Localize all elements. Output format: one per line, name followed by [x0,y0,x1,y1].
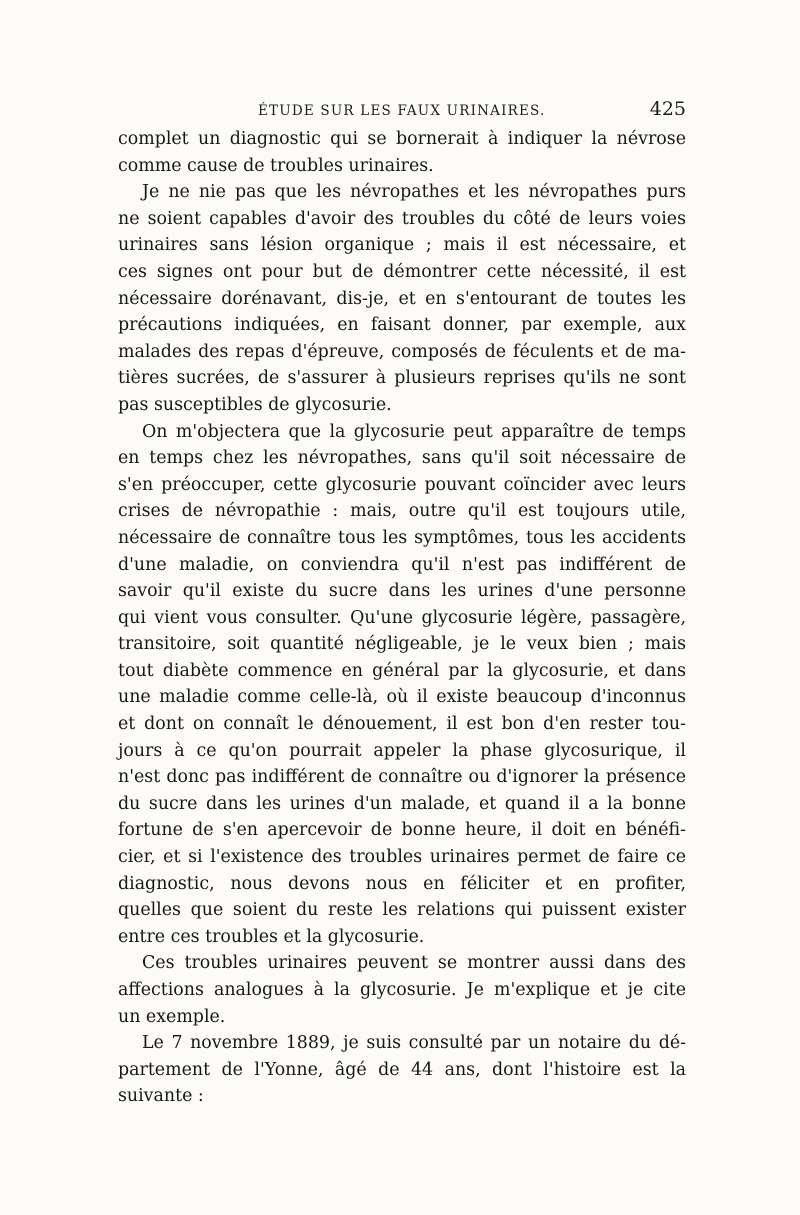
text-line: On m'objectera que la glycosurie peut apparaître de temps [142,421,686,442]
text-line: s'en préoccuper, cette glycosurie pouvant coïncider avec leurs [118,474,686,495]
text-line: ces signes ont pour but de démontrer cette nécessité, il est [118,261,686,282]
text-line: nécessaire dorénavant, dis-je, et en s'entourant de toutes les [118,288,686,309]
text-line: suivante : [118,1086,204,1107]
text-line: du sucre dans les urines d'un malade, et quand il a la bonne [118,793,686,814]
text-line: fortune de s'en apercevoir de bonne heure, il doit en bénéfi- [118,820,686,841]
page-number: 425 [649,98,686,120]
text-line: crises de névropathie : mais, outre qu'il est toujours utile, [118,501,686,522]
text-line: affections analogues à la glycosurie. Je m'explique et je cite [118,980,686,1000]
text-line: entre ces troubles et la glycosurie. [118,926,425,947]
text-line: Le 7 novembre 1889, je suis consulté par un notaire du dé- [142,1033,686,1054]
text-line: pas susceptibles de glycosurie. [118,394,392,415]
text-line: jours à ce qu'on pourrait appeler la phase glycosurique, il [118,740,686,761]
text-line: un exemple. [118,1006,226,1027]
text-line: précautions indiquées, en faisant donner, par exemple, aux [118,315,686,336]
text-line: nécessaire de connaître tous les symptômes, tous les accidents [118,527,686,548]
text-line: tières sucrées, de s'assurer à plusieurs reprises qu'ils ne sont [118,368,686,389]
text-line: une maladie comme celle-là, où il existe beaucoup d'inconnus [118,687,686,708]
text-line: quelles que soient du reste les relations qui puissent exister [118,900,686,921]
text-line: tout diabète commence en général par la glycosurie, et dans [118,660,686,681]
text-line: malades des repas d'épreuve, composés de féculents et de ma- [118,341,686,362]
text-line: Je ne nie pas que les névropathes et les névropathes purs [142,182,686,203]
text-line: Ces troubles urinaires peuvent se montrer aussi dans des [142,953,686,974]
text-line: d'une maladie, on conviendra qu'il n'est pas indifférent de [118,554,686,575]
text-line: n'est donc pas indifférent de connaître ou d'ignorer la présence [118,767,686,788]
text-line: transitoire, soit quantité négligeable, je le veux bien ; mais [118,634,686,655]
body-text [118,126,686,1110]
text-line: comme cause de troubles urinaires. [118,155,434,176]
running-head [118,98,686,124]
text-line: partement de l'Yonne, âgé de 44 ans, dont l'histoire est la [118,1059,686,1080]
text-line: savoir qu'il existe du sucre dans les urines d'une personne [118,581,686,602]
text-line: en temps chez les névropathes, sans qu'il soit nécessaire de [118,448,686,469]
text-line: qui vient vous consulter. Qu'une glycosurie légère, passagère, [118,607,686,628]
text-line: diagnostic, nous devons nous en féliciter et en profiter, [118,873,686,894]
text-line: complet un diagnostic qui se bornerait à indiquer la névrose [118,129,686,149]
text-line: ne soient capables d'avoir des troubles du côté de leurs voies [118,208,686,229]
running-title: ÉTUDE SUR LES FAUX URINAIRES. [258,103,546,119]
text-line: et dont on connaît le dénouement, il est bon d'en rester tou- [118,714,686,735]
text-line: urinaires sans lésion organique ; mais il est nécessaire, et [118,235,686,256]
text-line: cier, et si l'existence des troubles urinaires permet de faire ce [118,847,686,868]
